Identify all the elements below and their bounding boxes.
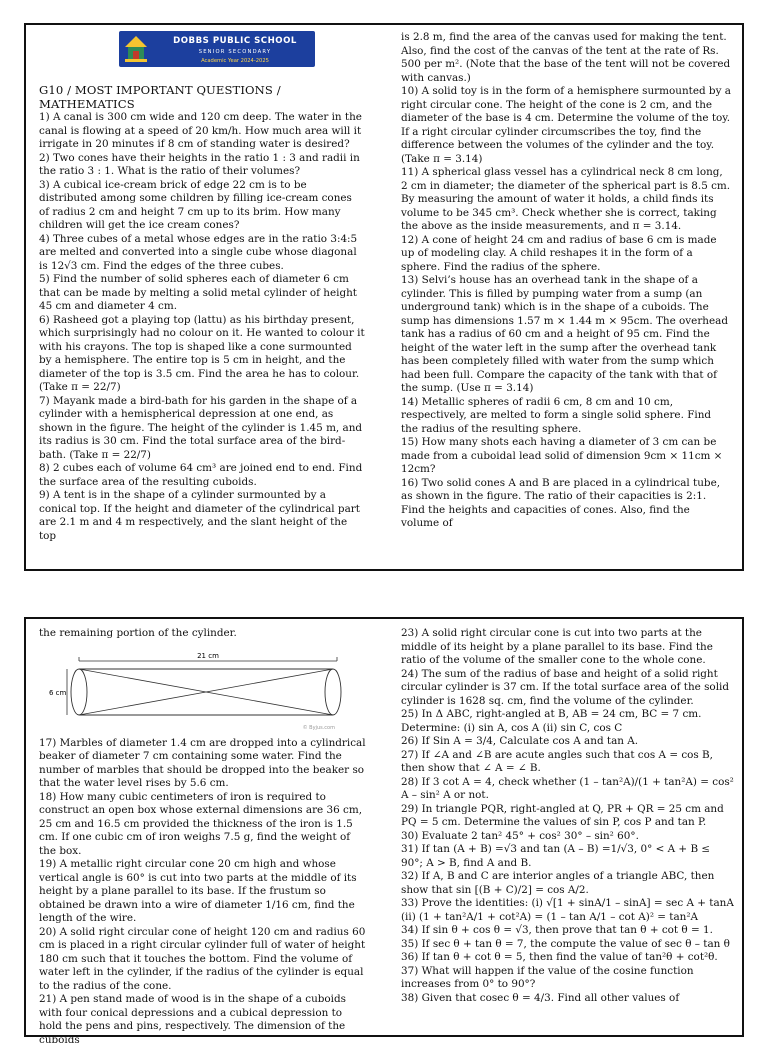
- question-item: 27) If ∠A and ∠B are acute angles such that cos A = cos B, then show that ∠ A = ∠ B.: [401, 748, 713, 774]
- question-item: 38) Given that cosec θ = 4/3. Find all other values of: [401, 991, 680, 1004]
- question-item: 12) A cone of height 24 cm and radius of base 6 cm is made up of modeling clay. A child reshapes it in the form of a sphere. Find the radius of the sphere.: [401, 233, 717, 273]
- question-item: 19) A metallic right circular cone 20 cm high and whose vertical angle is 60° is cut into two parts at the middle of its height by a plane parallel to its base. If the frustum so obtained be drawn into a wire of diameter 1/16 cm, find the length of the wire.: [39, 858, 357, 924]
- page2-right-column: [401, 627, 734, 1005]
- worksheet-page-2: [24, 617, 744, 1046]
- page2-left-column: [39, 627, 367, 1047]
- question-item: 34) If sin θ + cos θ = √3, then prove that tan θ + cot θ = 1.: [401, 924, 713, 936]
- question-item: 25) In Δ ABC, right-angled at B, AB = 24 cm, BC = 7 cm. Determine: (i) sin A, cos A (ii) sin C, cos C: [401, 708, 702, 734]
- school-subtitle: SENIOR SECONDARY: [198, 49, 272, 55]
- question-item: 14) Metallic spheres of radii 6 cm, 8 cm and 10 cm, respectively, are melted to form a single solid sphere. Find the radius of the resulting sphere.: [401, 395, 712, 435]
- question-item: 21) A pen stand made of wood is in the shape of a cuboids with four conical depressions and a cubical depression to hold the pens and pins, respectively. The dimension of the cuboids: [39, 993, 346, 1046]
- figure-credit: © Byjus.com: [302, 724, 335, 731]
- question-item: 17) Marbles of diameter 1.4 cm are dropped into a cylindrical beaker of diameter 7 cm containing some water. Find the number of marbles that should be dropped into the beaker so that the water level rises by 5.6 cm.: [39, 736, 366, 789]
- page1-right-column: [401, 31, 731, 531]
- question-item: is 2.8 m, find the area of the canvas used for making the tent. Also, find the cost of the canvas of the tent at the rate of Rs. 500 per m². (Note that the base of the tent will not be covered with canvas.): [401, 31, 731, 84]
- question-item: 24) The sum of the radius of base and height of a solid right circular cylinder is 37 cm. If the total surface area of the solid cylinder is 1628 sq. cm, find the volume of the cylinder.: [401, 667, 729, 707]
- question-item: 26) If Sin A = 3/4, Calculate cos A and tan A.: [401, 735, 639, 747]
- question-item: 16) Two solid cones A and B are placed in a cylindrical tube, as shown in the figure. The ratio of their capacities is 2:1. Find the heights and capacities of cones. Also, find the volume of: [401, 476, 721, 529]
- figure-diameter-label: 6 cm: [49, 688, 67, 697]
- question-item: 1) A canal is 300 cm wide and 120 cm deep. The water in the canal is flowing at a speed of 20 km/h. How much area will it irrigate in 20 minutes if 8 cm of standing water is desired?: [39, 111, 362, 150]
- question-item: 29) In triangle PQR, right-angled at Q, PR + QR = 25 cm and PQ = 5 cm. Determine the values of sin P, cos P and tan P.: [401, 802, 724, 828]
- question-continuation: the remaining portion of the cylinder.: [39, 627, 237, 639]
- question-item: 31) If tan (A + B) =√3 and tan (A – B) =1/√3, 0° < A + B ≤ 90°; A > B, find A and B.: [401, 843, 711, 869]
- question-item: 15) How many shots each having a diameter of 3 cm can be made from a cuboidal lead solid of dimension 9cm × 11cm × 12cm?: [401, 436, 723, 475]
- school-emblem-icon: [123, 34, 149, 64]
- question-item: 7) Mayank made a bird-bath for his garden in the shape of a cylinder with a hemispherical depression at one end, as shown in the figure. The height of the cylinder is 1.45 m, and its radius is 30 cm. Find the total surface area of the bird-bath. (Take π = 22/7): [39, 394, 363, 461]
- cylinder-diagram: [39, 645, 367, 731]
- question-item: 3) A cubical ice-cream brick of edge 22 cm is to be distributed among some children by filling ice-cream cones of radius 2 cm and height 7 cm up to its brim. How many children will get the ice cream cones?: [39, 178, 352, 231]
- question-item: 10) A solid toy is in the form of a hemisphere surmounted by a right circular cone. The height of the cone is 2 cm, and the diameter of the base is 4 cm. Determine the volume of the toy. If a right circular cylinder circumscribes the toy, find the difference between the volumes of the cylinder and the toy. (Take π = 3.14): [401, 85, 731, 165]
- question-item: 2) Two cones have their heights in the ratio 1 : 3 and radii in the ratio 3 : 1. What is the ratio of their volumes?: [39, 151, 360, 177]
- worksheet-heading: G10 / MOST IMPORTANT QUESTIONS / MATHEMATICS: [39, 83, 281, 111]
- figure-length-label: 21 cm: [197, 651, 219, 660]
- question-item: 37) What will happen if the value of the cosine function increases from 0° to 90°?: [401, 964, 694, 990]
- academic-year: Academic Year 2024-2025: [201, 58, 269, 64]
- question-item: 13) Selvi’s house has an overhead tank in the shape of a cylinder. This is filled by pumping water from a sump (an underground tank) which is in the shape of a cuboids. The sump has dimensions 1.57 m × 1.44 m × 95cm. The overhead tank has a radius of 60 cm and a height of 95 cm. Find the height of the water left in the sump after the overhead tank has been completely filled with water from the sump which had been full. Compare the capacity of the tank with that of the sump. (Use π = 3.14): [401, 274, 728, 394]
- question-item: 36) If tan θ + cot θ = 5, then find the value of tan²θ + cot²θ.: [401, 951, 718, 963]
- question-item: 6) Rasheed got a playing top (lattu) as his birthday present, which surprisingly had no colour on it. He wanted to colour it with his crayons. The top is shaped like a cone surmounted by a hemisphere. The entire top is 5 cm in height, and the diameter of the top is 3.5 cm. Find the area he has to colour. (Take π = 22/7): [39, 313, 365, 393]
- question-item: 33) Prove the identities: (i) √[1 + sinA/1 – sinA] = sec A + tanA (ii) (1 + tan²A/1 + cot²A) = (1 – tan A/1 – cot A)² = tan²A: [401, 897, 734, 923]
- question-item: 20) A solid right circular cone of height 120 cm and radius 60 cm is placed in a right circular cylinder full of water of height 180 cm such that it touches the bottom. Find the volume of water left in the cylinder, if the radius of the cylinder is equal to the radius of the cone.: [39, 925, 366, 992]
- question-item: 11) A spherical glass vessel has a cylindrical neck 8 cm long, 2 cm in diameter; the diameter of the spherical part is 8.5 cm. By measuring the amount of water it holds, a child finds its volume to be 345 cm³. Check whether she is correct, taking the above as the inside measurements, and π = 3.14.: [401, 166, 731, 232]
- cylinder-cones-figure: [39, 645, 367, 731]
- school-name: DOBBS PUBLIC SCHOOL: [173, 36, 297, 46]
- question-item: 18) How many cubic centimeters of iron is required to construct an open box whose external dimensions are 36 cm, 25 cm and 16.5 cm provided the thickness of the iron is 1.5 cm. If one cubic cm of iron weighs 7.5 g, find the weight of the box.: [39, 790, 363, 857]
- question-item: 23) A solid right circular cone is cut into two parts at the middle of its height by a plane parallel to its base. Find the ratio of the volume of the smaller cone to the whole cone.: [401, 627, 713, 666]
- worksheet-page-1: [24, 23, 744, 571]
- question-item: 9) A tent is in the shape of a cylinder surmounted by a conical top. If the height and diameter of the cylindrical part are 2.1 m and 4 m respectively, and the slant height of the top: [39, 489, 360, 542]
- question-item: 4) Three cubes of a metal whose edges are in the ratio 3:4:5 are melted and converted into a single cube whose diagonal is 12√3 cm. Find the edges of the three cubes.: [39, 232, 358, 272]
- question-item: 35) If sec θ + tan θ = 7, the compute the value of sec θ – tan θ: [401, 937, 730, 950]
- school-logo-banner: [119, 31, 315, 67]
- question-item: 28) If 3 cot A = 4, check whether (1 – tan²A)/(1 + tan²A) = cos² A – sin² A or not.: [401, 775, 734, 801]
- question-item: 30) Evaluate 2 tan² 45° + cos² 30° – sin² 60°.: [401, 829, 639, 842]
- question-item: 5) Find the number of solid spheres each of diameter 6 cm that can be made by melting a solid metal cylinder of height 45 cm and diameter 4 cm.: [39, 273, 357, 312]
- question-list: [39, 111, 365, 543]
- question-item: 32) If A, B and C are interior angles of a triangle ABC, then show that sin [(B + C)/2] = cos A/2.: [401, 870, 715, 896]
- question-item: 8) 2 cubes each of volume 64 cm³ are joined end to end. Find the surface area of the resulting cuboids.: [39, 462, 363, 488]
